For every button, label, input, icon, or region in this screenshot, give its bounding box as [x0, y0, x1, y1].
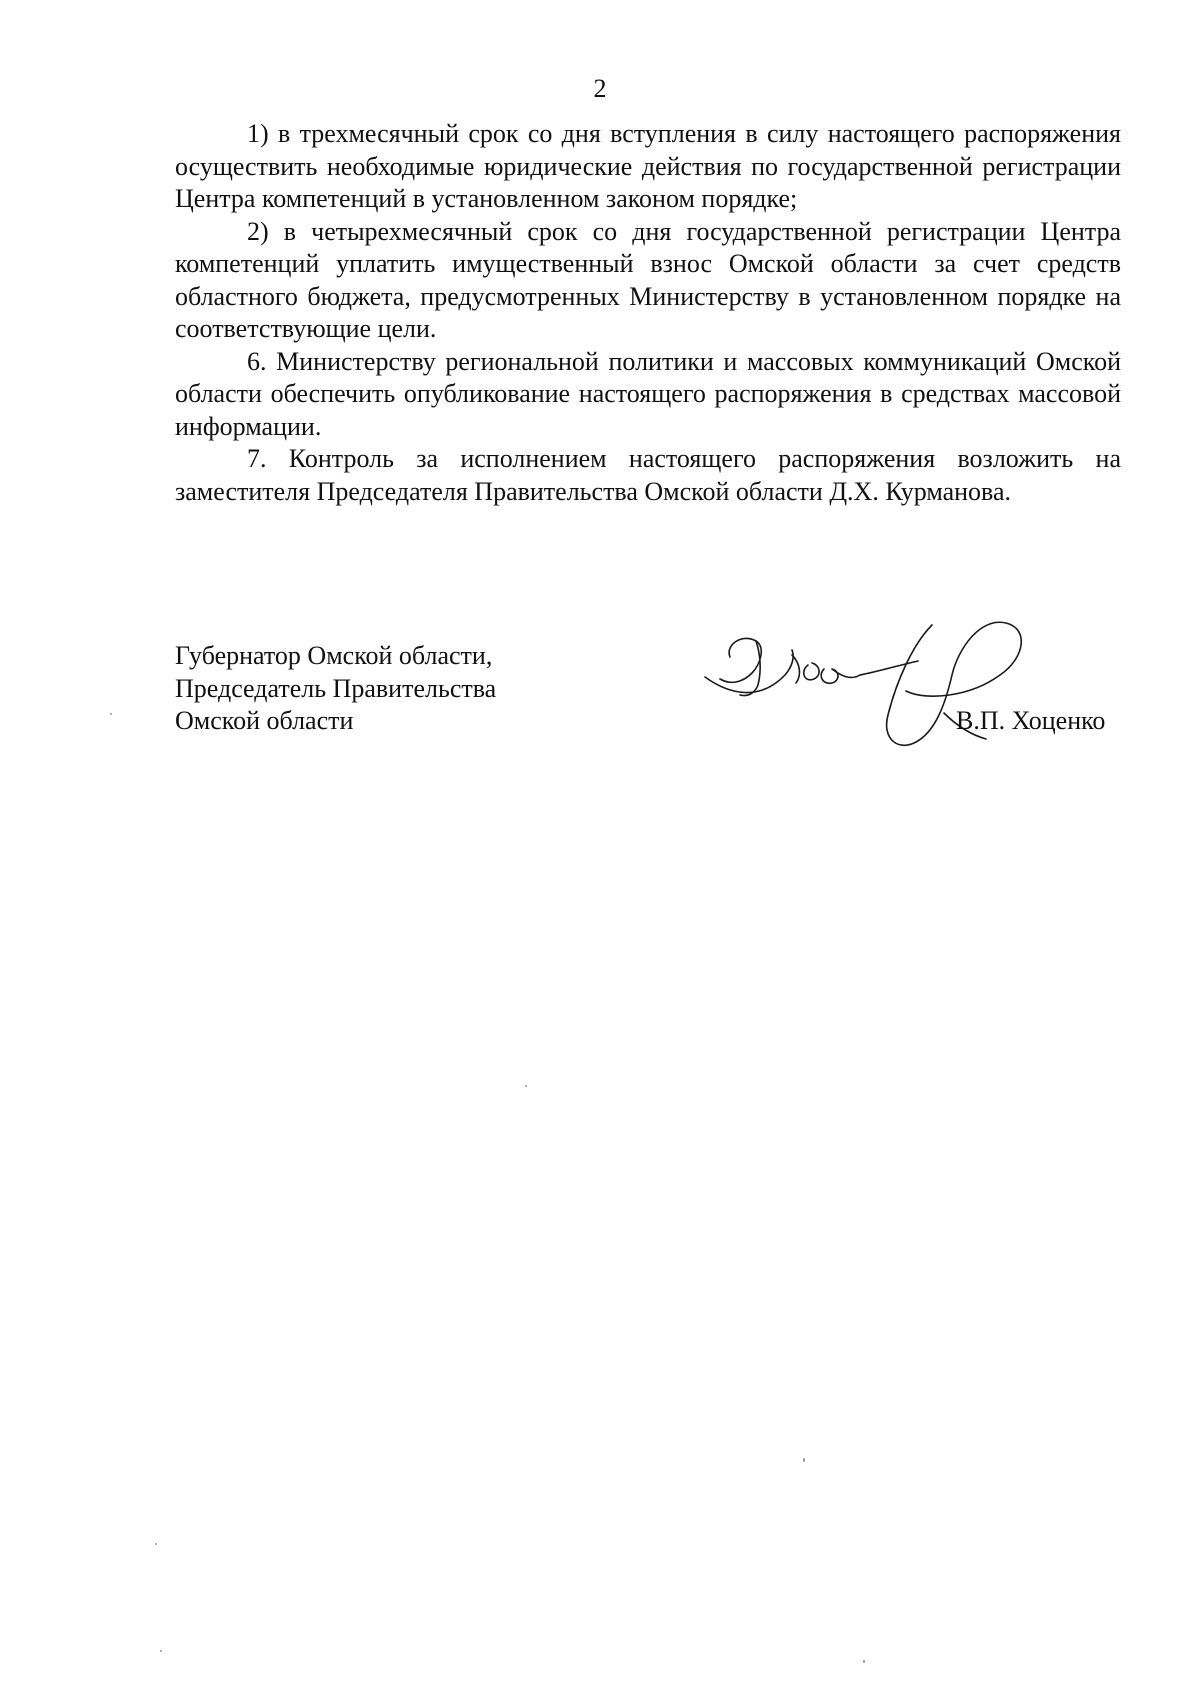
- paragraph-item-1: 1) в трехмесячный срок со дня вступления в силу настоящего распоряжения осуществить необходимые юридические действия по государственной регистрации Центра компетенций в установленном законом порядке;: [175, 119, 1121, 213]
- signatory-position-line: Председатель Правительства: [175, 673, 497, 703]
- handwritten-signature: [700, 605, 1040, 765]
- scan-speck: [803, 1458, 805, 1462]
- signatory-position: [175, 640, 496, 738]
- signatory-position-line: Губернатор Омской области,: [175, 641, 493, 670]
- scan-speck: [525, 1085, 527, 1087]
- scan-speck: [160, 1650, 162, 1652]
- scan-speck: [155, 1543, 157, 1545]
- paragraph-6: 6. Министерству региональной политики и массовых коммуникаций Омской области обеспечить опубликование настоящего распоряжения в средствах массовой информации.: [175, 346, 1121, 441]
- page-number: 2: [593, 74, 607, 103]
- paragraph-7: 7. Контроль за исполнением настоящего распоряжения возложить на заместителя Председателя Правительства Омской области Д.Х. Курманова.: [175, 444, 1121, 506]
- scan-speck: [110, 713, 112, 715]
- signatory-position-line: Омской области: [175, 706, 354, 735]
- signatory-name: В.П. Хоценко: [956, 706, 1106, 735]
- document-body: [175, 118, 1121, 508]
- scan-speck: [863, 1660, 865, 1663]
- paragraph-item-2: 2) в четырехмесячный срок со дня государственной регистрации Центра компетенций уплатить имущественный взнос Омской области за счет средств областного бюджета, предусмотренных Министерству в установленном порядке на соответствующие цели.: [175, 216, 1121, 343]
